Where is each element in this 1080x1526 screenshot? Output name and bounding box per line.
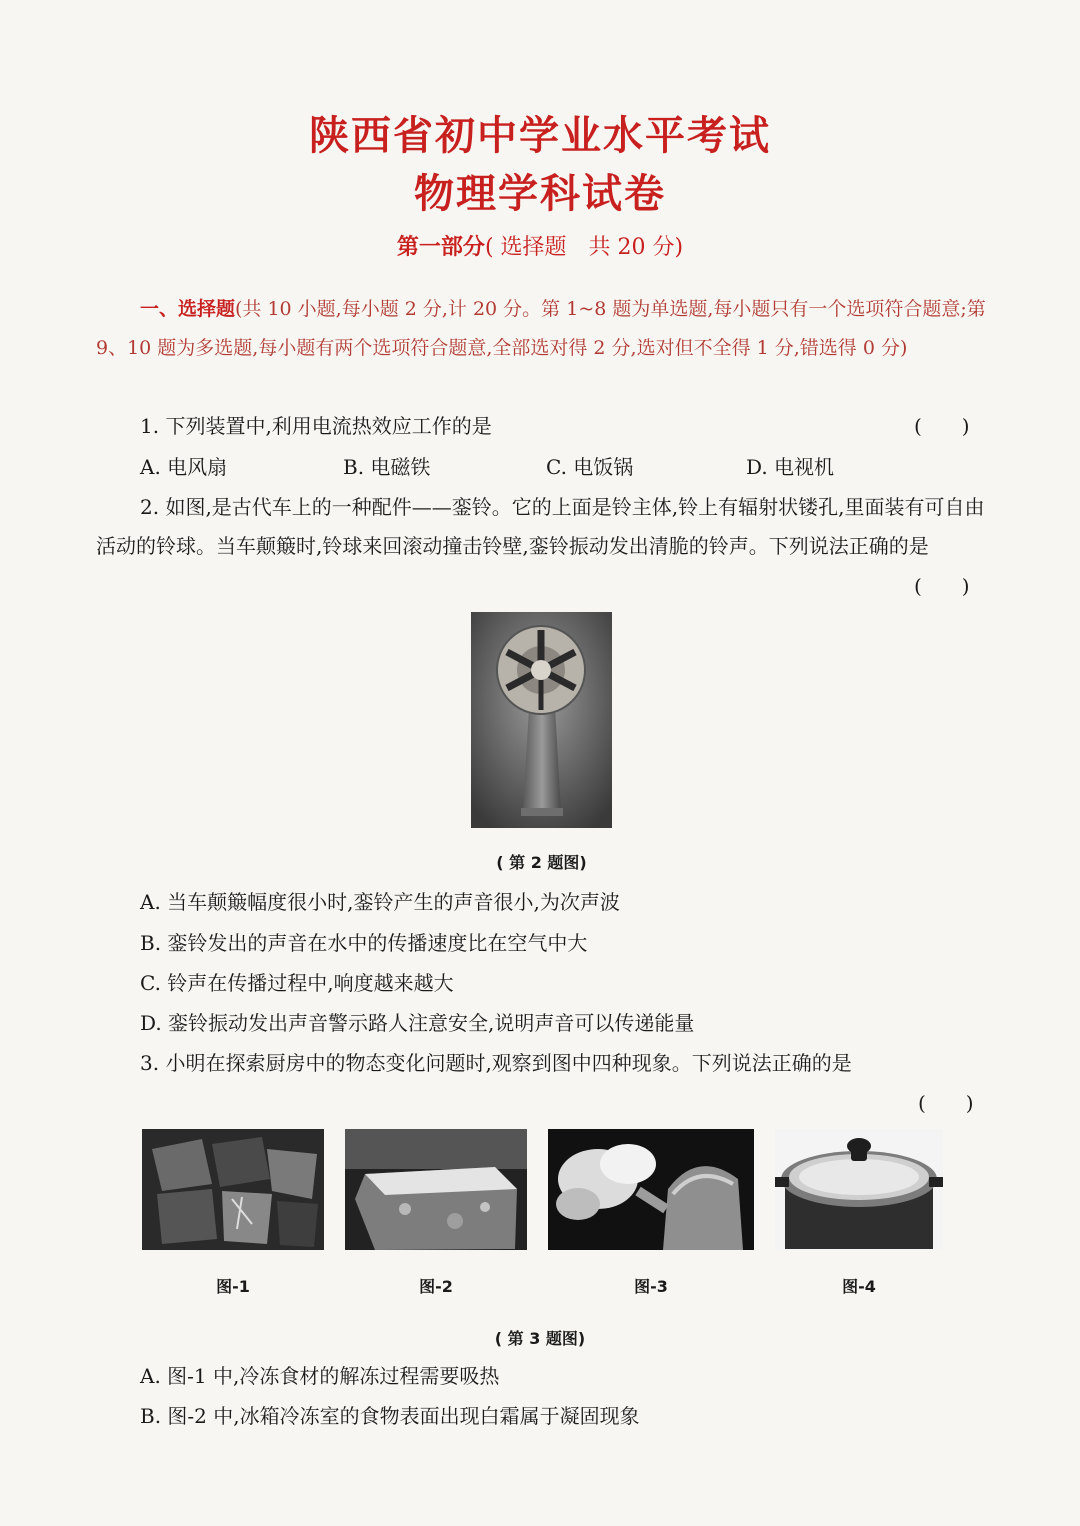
q3-answer-paren: ( ) — [918, 1091, 974, 1115]
q1-option-c: C. 电饭锅 — [546, 455, 634, 479]
q3-figure-caption: ( 第 3 题图) — [494, 1329, 586, 1348]
q3-figure-4 — [775, 1129, 943, 1250]
q1-answer-paren: ( ) — [914, 414, 970, 438]
part-note: ( 选择题 共 20 分) — [484, 235, 684, 260]
q3-figure-1 — [142, 1129, 324, 1250]
luan-bell-photo — [471, 612, 612, 828]
q2-figure-caption: ( 第 2 题图) — [496, 853, 587, 872]
q3-figure-2-label: 图-2 — [419, 1277, 453, 1296]
q1-stem: 1. 下列装置中,利用电流热效应工作的是 — [140, 414, 492, 438]
q3-figure-1-label: 图-1 — [216, 1277, 250, 1296]
section-instructions — [96, 290, 986, 368]
exam-title: 陕西省初中学业水平考试 — [309, 113, 771, 159]
q1-option-d: D. 电视机 — [746, 455, 835, 479]
q2-stem: 2. 如图,是古代车上的一种配件——銮铃。它的上面是铃主体,铃上有辐射状镂孔,里面装有可自由活动的铃球。当车颠簸时,铃球来回滚动撞击铃壁,銮铃振动发出清脆的铃声。下列说法正确的是 — [96, 495, 985, 558]
q3-stem: 3. 小明在探索厨房中的物态变化问题时,观察到图中四种现象。下列说法正确的是 — [140, 1051, 852, 1075]
q2-answer-paren: ( ) — [914, 574, 970, 598]
q2-option-d: D. 銮铃振动发出声音警示路人注意安全,说明声音可以传递能量 — [140, 1011, 695, 1035]
frozen-food-photo — [142, 1129, 324, 1250]
q3-figure-3-label: 图-3 — [634, 1277, 668, 1296]
frosted-food-photo — [345, 1129, 527, 1250]
q2-option-c: C. 铃声在传播过程中,响度越来越大 — [140, 971, 454, 995]
q3-figure-3 — [548, 1129, 754, 1250]
q3-figure-4-label: 图-4 — [842, 1277, 876, 1296]
covered-pot-photo — [775, 1129, 943, 1250]
steaming-kettle-photo — [548, 1129, 754, 1250]
q2-option-b: B. 銮铃发出的声音在水中的传播速度比在空气中大 — [140, 931, 588, 955]
q2-figure — [471, 612, 612, 828]
exam-subtitle: 物理学科试卷 — [414, 171, 666, 217]
part-heading — [0, 230, 1080, 261]
q2-option-a: A. 当车颠簸幅度很小时,銮铃产生的声音很小,为次声波 — [140, 890, 620, 914]
q3-option-b: B. 图-2 中,冰箱冷冻室的食物表面出现白霜属于凝固现象 — [140, 1404, 640, 1428]
q3-figure-2 — [345, 1129, 527, 1250]
section-instructions-text: (共 10 小题,每小题 2 分,计 20 分。第 1~8 题为单选题,每小题只有一个选项符合题意;第 9、10 题为多选题,每小题有两个选项符合题意,全部选对得 2 分,选对但不全得 1 分,错选得 0 分) — [96, 298, 986, 359]
section-label: 一、选择题 — [140, 298, 236, 320]
q3-option-a: A. 图-1 中,冷冻食材的解冻过程需要吸热 — [140, 1364, 500, 1388]
q1-option-a: A. 电风扇 — [140, 455, 228, 479]
q1-option-b: B. 电磁铁 — [343, 455, 431, 479]
part-name: 第一部分 — [396, 235, 485, 260]
